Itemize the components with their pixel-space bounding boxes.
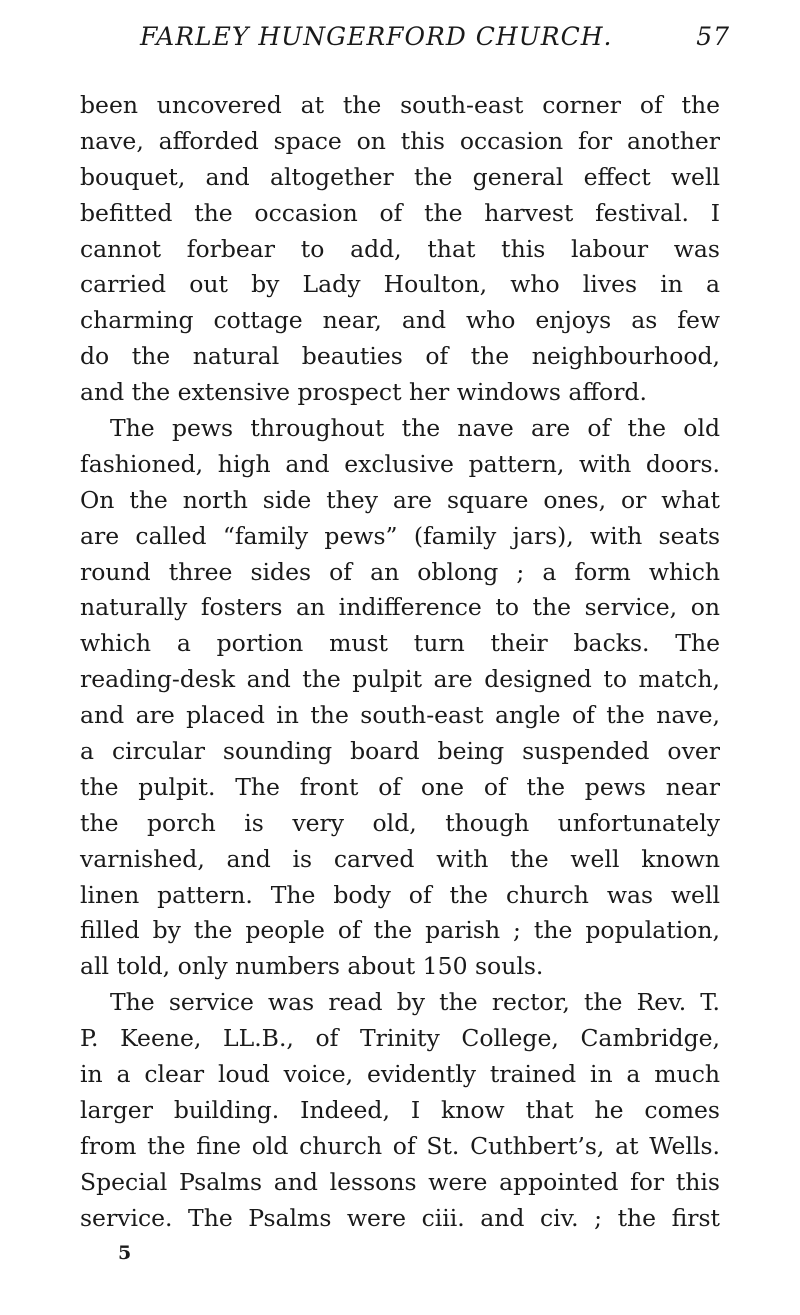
text-line: charming cottage near, and who enjoys as few bbox=[80, 306, 720, 335]
text-line: varnished, and is carved with the well known bbox=[80, 844, 720, 873]
text-line: carried out by Lady Houlton, who lives in a bbox=[80, 270, 720, 299]
text-line: P. Keene, LL.B., of Trinity College, Cambridge, bbox=[80, 1024, 720, 1053]
text-line: a circular sounding board being suspended over bbox=[80, 737, 720, 766]
text-line: are called “family pews” (family jars), with seats bbox=[80, 521, 720, 550]
paragraph-2 bbox=[80, 411, 720, 985]
text-line: round three sides of an oblong ; a form which bbox=[80, 557, 720, 586]
text-line: reading-desk and the pulpit are designed to match, bbox=[80, 665, 720, 694]
running-title: FARLEY HUNGERFORD CHURCH. bbox=[140, 22, 613, 51]
text-line: all told, only numbers about 150 souls. bbox=[80, 952, 544, 981]
page-number: 57 bbox=[696, 22, 730, 51]
text-line: naturally fosters an indifference to the service, on bbox=[80, 593, 720, 622]
text-line: cannot forbear to add, that this labour was bbox=[80, 234, 720, 263]
text-line: been uncovered at the south-east corner of the bbox=[80, 91, 720, 119]
text-line: fashioned, high and exclusive pattern, with doors. bbox=[80, 449, 720, 478]
text-line: Special Psalms and lessons were appointed for this bbox=[80, 1167, 720, 1196]
text-line: and are placed in the south-east angle of the nave, bbox=[80, 701, 720, 730]
text-line: linen pattern. The body of the church was well bbox=[80, 880, 720, 909]
text-line: nave, afforded space on this occasion for another bbox=[80, 126, 720, 155]
text-line: from the fine old church of St. Cuthbert’s, at Wells. bbox=[80, 1131, 720, 1160]
text-line: the porch is very old, though unfortunately bbox=[80, 808, 720, 837]
text-line: the pulpit. The front of one of the pews near bbox=[80, 772, 720, 801]
paragraph-3 bbox=[80, 985, 720, 1236]
text-line: On the north side they are square ones, or what bbox=[80, 485, 720, 514]
running-head bbox=[140, 22, 730, 56]
text-line: service. The Psalms were ciii. and civ. ; the first bbox=[80, 1203, 720, 1232]
text-line: befitted the occasion of the harvest festival. I bbox=[80, 198, 720, 227]
text-line: in a clear loud voice, evidently trained in a much bbox=[80, 1060, 720, 1089]
text-line: The pews throughout the nave are of the old bbox=[110, 414, 720, 443]
text-line: The service was read by the rector, the Rev. T. bbox=[110, 988, 720, 1017]
text-line: bouquet, and altogether the general effect well bbox=[80, 162, 720, 191]
text-line: which a portion must turn their backs. The bbox=[80, 629, 720, 658]
signature-mark: 5 bbox=[118, 1242, 132, 1264]
body-text bbox=[80, 88, 720, 1237]
paragraph-1 bbox=[80, 88, 720, 411]
text-line: larger building. Indeed, I know that he comes bbox=[80, 1095, 720, 1124]
text-line: filled by the people of the parish ; the population, bbox=[80, 916, 720, 945]
text-line: do the natural beauties of the neighbourhood, bbox=[80, 342, 720, 371]
text-line: and the extensive prospect her windows afford. bbox=[80, 378, 647, 407]
